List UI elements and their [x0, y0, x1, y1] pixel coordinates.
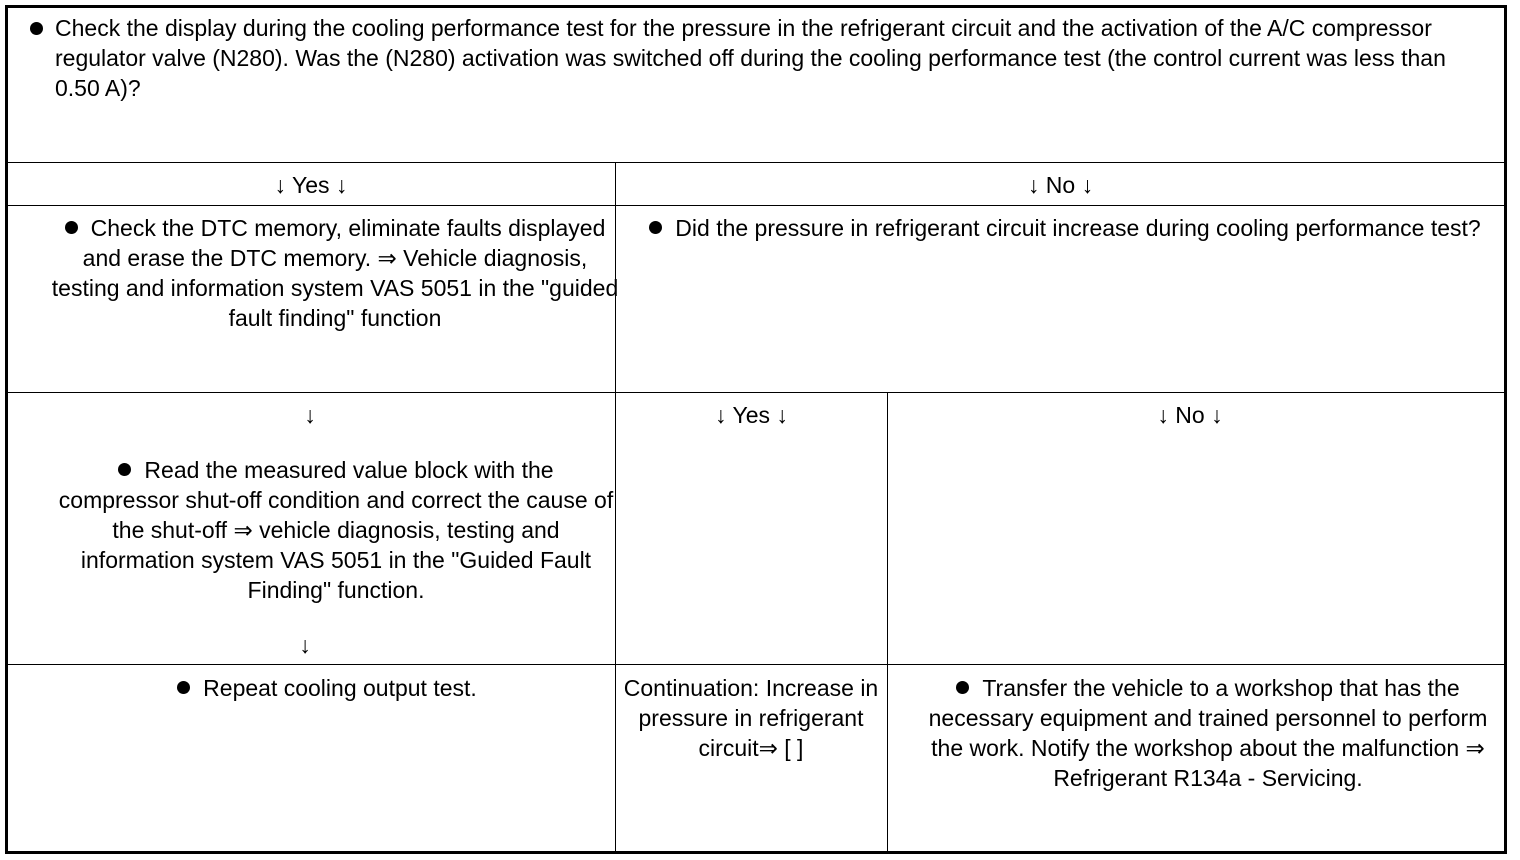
continuation-link[interactable]: Continuation: Increase in pressure in refrigerant circuit⇒ [ ] [623, 675, 879, 761]
row-divider [7, 392, 1505, 393]
sub-branch-no-label: ↓ No ↓ [1157, 402, 1223, 428]
top-question: Check the display during the cooling performance test for the pressure in the refrigerant circuit and the activation of the A/C compressor regulator valve (N280). Was the (N280) activation was switched off during the cooling performance test (the control current was less than 0.50 A)? [55, 15, 1446, 101]
pressure-increase-question [630, 213, 1500, 243]
arrow-down: ↓ [299, 632, 311, 658]
row-divider [7, 664, 1505, 665]
bullet-icon [956, 681, 969, 694]
bullet-icon [118, 463, 131, 476]
repeat-test-instruction [7, 673, 647, 703]
sub-branch-yes-label: ↓ Yes ↓ [715, 402, 788, 428]
measured-value-instruction [58, 455, 614, 605]
branch-yes-label: ↓ Yes ↓ [274, 172, 348, 198]
measured-value-text: Read the measured value block with the compressor shut-off condition and correct the cause of the shut-off ⇒ vehicle diagnosis, testing and information system VAS 5051 in the "Guided Fault Finding" function. [58, 457, 614, 603]
row-divider [7, 205, 1505, 206]
dtc-memory-text: Check the DTC memory, eliminate faults displayed and erase the DTC memory. ⇒ Vehicle diagnosis, testing and information system VAS 5051 in the "guided fault finding" function [51, 215, 619, 331]
repeat-test-text: Repeat cooling output test. [203, 675, 477, 701]
bullet-icon [30, 22, 43, 35]
row-divider [7, 162, 1505, 163]
bullet-icon [65, 221, 78, 234]
dtc-memory-instruction [50, 213, 620, 333]
pressure-question-text: Did the pressure in refrigerant circuit increase during cooling performance test? [675, 215, 1481, 241]
transfer-vehicle-instruction [924, 673, 1492, 793]
branch-no-label: ↓ No ↓ [1027, 172, 1094, 198]
transfer-vehicle-text: Transfer the vehicle to a workshop that has the necessary equipment and trained personnel to perform the work. Notify the workshop about the malfunction ⇒ Refrigerant R134a - Servicing. [928, 675, 1488, 791]
bullet-icon [177, 681, 190, 694]
bullet-icon [649, 221, 662, 234]
column-divider [887, 393, 888, 852]
arrow-down: ↓ [304, 402, 316, 428]
